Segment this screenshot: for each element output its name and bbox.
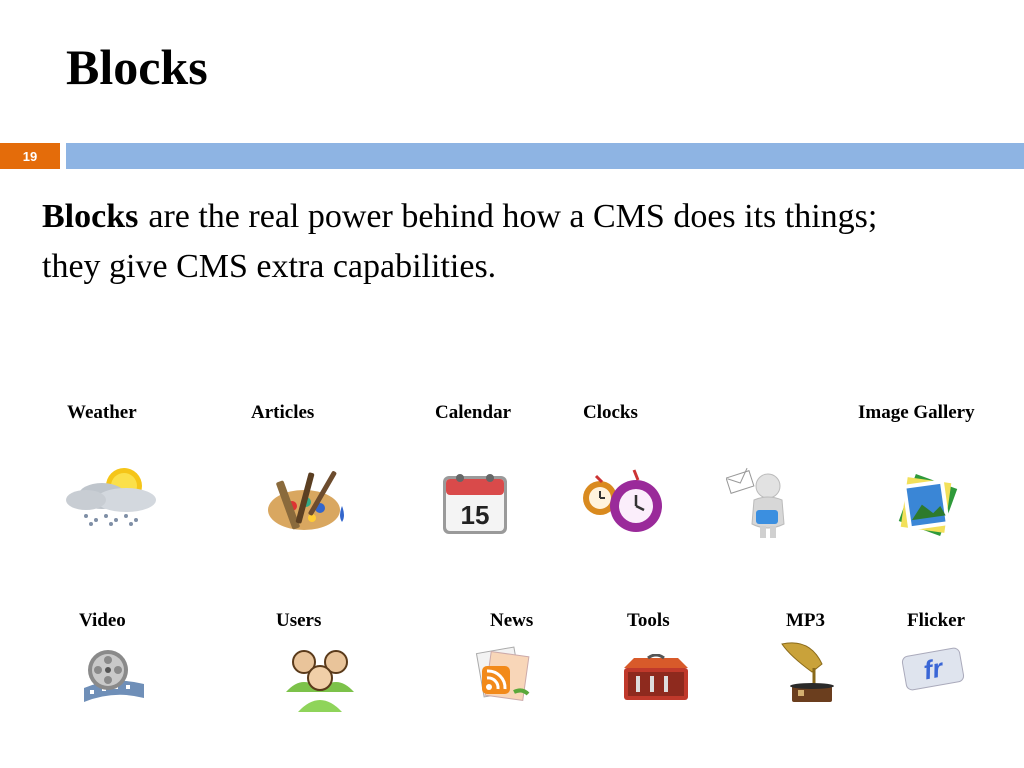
label-news: News (490, 610, 534, 631)
users-icon (286, 648, 354, 712)
news-icon (474, 644, 536, 704)
mp3-icon (776, 640, 838, 706)
label-image-gallery: Image Gallery (858, 402, 975, 423)
clocks-icon (580, 464, 670, 536)
slide-body (42, 192, 942, 292)
body-term: Blocks (42, 198, 139, 235)
label-mp3: MP3 (786, 610, 826, 631)
label-clocks: Clocks (583, 402, 638, 423)
calendar-day-number: 15 (460, 500, 490, 530)
articles-icon (262, 462, 357, 537)
contact-icon (726, 466, 796, 540)
label-users: Users (276, 610, 322, 631)
label-weather: Weather (67, 402, 137, 423)
header-rule-bar (66, 143, 1024, 169)
tools-icon (622, 654, 690, 704)
weather-icon (62, 462, 162, 528)
calendar-icon (440, 470, 510, 536)
label-video: Video (79, 610, 126, 631)
body-description: are the real power behind how a CMS does its things; they give CMS extra capabilities. (42, 198, 878, 285)
slide-title: Blocks (66, 39, 208, 95)
label-flicker: Flicker (907, 610, 966, 631)
video-icon (80, 648, 146, 706)
slide-number: 19 (0, 143, 60, 169)
label-calendar: Calendar (435, 402, 511, 423)
flicker-icon (900, 644, 966, 694)
image-gallery-icon (896, 472, 958, 538)
label-articles: Articles (251, 402, 315, 423)
flicker-logo-text: fr (921, 652, 945, 686)
label-tools: Tools (627, 610, 670, 631)
